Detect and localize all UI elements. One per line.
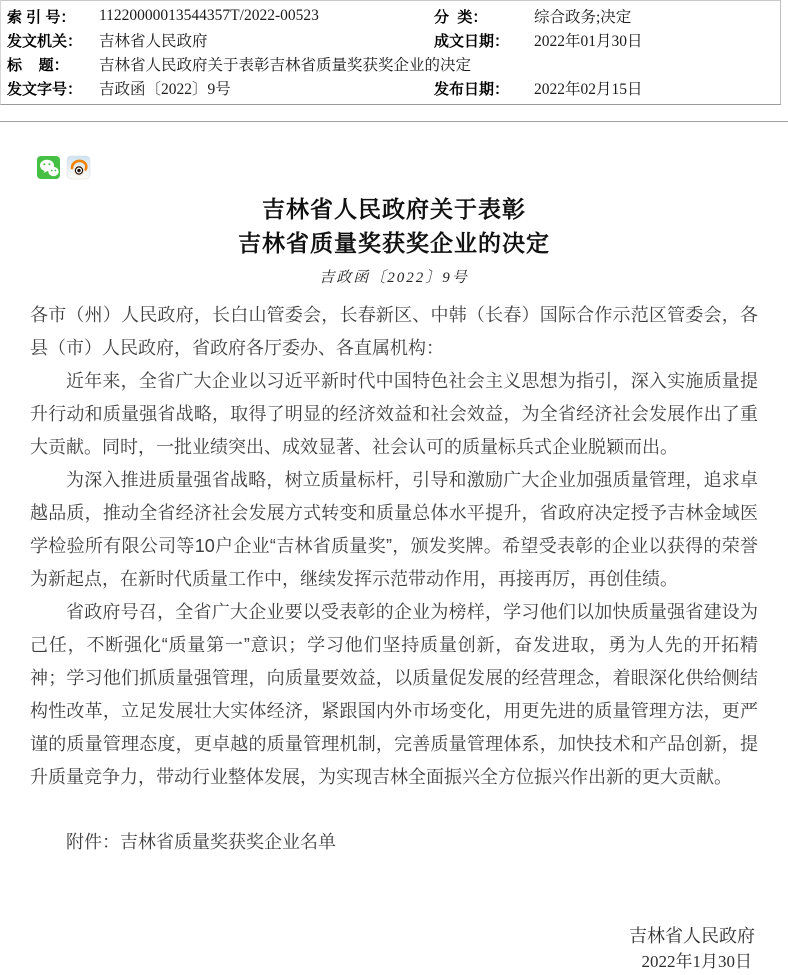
- weibo-share-icon[interactable]: [66, 154, 92, 181]
- meta-value-title: 吉林省人民政府关于表彰吉林省质量奖获奖企业的决定: [99, 57, 472, 74]
- header-divider: [0, 121, 788, 122]
- meta-label-written-date: 成文日期：: [434, 32, 510, 50]
- document-meta-table: [0, 0, 781, 105]
- signer-name: 吉林省人民政府: [629, 926, 755, 946]
- body-paragraph-1: 近年来，全省广大企业以习近平新时代中国特色社会主义思想为指引，深入实施质量提升行动和质量强省战略，取得了明显的经济效益和社会效益，为全省经济社会发展作出了重大贡献。同时，一批业绩突出、成效显著、社会认可的质量标兵式企业脱颖而出。: [30, 371, 758, 457]
- meta-label-index-number: 索 引 号：: [7, 8, 76, 26]
- meta-row: [1, 52, 780, 76]
- body-paragraph-3: 省政府号召，全省广大企业要以受表彰的企业为榜样，学习他们以加快质量强省建设为己任，不断强化“质量第一”意识；学习他们坚持质量创新，奋发进取，勇为人先的开拓精神；学习他们抓质量强管理，向质量要效益，以质量促发展的经营理念，着眼深化供给侧结构性改革，立足发展壮大实体经济，紧跟国内外市场变化，用更先进的质量管理方法，更严谨的质量管理态度，更卓越的质量管理机制，完善质量管理体系，加快技术和产品创新，提升质量竞争力，带动行业整体发展，为实现吉林全面振兴全方位振兴作出新的更大贡献。: [30, 602, 758, 787]
- body-paragraph-2: 为深入推进质量强省战略，树立质量标杆，引导和激励广大企业加强质量管理，追求卓越品质，推动全省经济社会发展方式转变和质量总体水平提升，省政府决定授予吉林金域医学检验所有限公司等10户企业“吉林省质量奖”，颁发奖牌。希望受表彰的企业以获得的荣誉为新起点，在新时代质量工作中，继续发挥示范带动作用，再接再厉，再创佳绩。: [30, 470, 758, 589]
- meta-row: [1, 4, 780, 28]
- document-title: [30, 193, 758, 261]
- document-title-line1: 吉林省人民政府关于表彰: [262, 197, 526, 222]
- meta-label-category: 分 类：: [434, 8, 488, 26]
- document-number: 吉政函〔2022〕9号: [319, 270, 469, 286]
- meta-label-issuing-agency: 发文机关：: [7, 32, 83, 50]
- meta-value-category: 综合政务;决定: [534, 9, 632, 26]
- signature-date: 2022年1月30日: [641, 952, 752, 971]
- meta-row: [1, 28, 780, 52]
- meta-label-document-number: 发文字号：: [7, 80, 83, 98]
- meta-row: [1, 76, 780, 100]
- share-bar: [36, 154, 758, 181]
- meta-label-publish-date: 发布日期：: [434, 80, 510, 98]
- salutation-paragraph: 各市（州）人民政府，长白山管委会，长春新区、中韩（长春）国际合作示范区管委会，各县（市）人民政府，省政府各厅委办、各直属机构：: [30, 305, 758, 358]
- meta-value-index-number: 11220000013544357T/2022-00523: [99, 7, 319, 24]
- meta-value-written-date: 2022年01月30日: [534, 33, 643, 50]
- meta-value-publish-date: 2022年02月15日: [534, 81, 643, 98]
- document-text: [30, 299, 758, 859]
- document-title-line2: 吉林省质量奖获奖企业的决定: [238, 231, 550, 256]
- meta-value-document-number: 吉政函〔2022〕9号: [99, 81, 231, 98]
- meta-label-title: 标 题：: [7, 56, 69, 74]
- signature-block: [30, 923, 758, 975]
- attachment-line: 附件：吉林省质量奖获奖企业名单: [66, 832, 336, 852]
- meta-value-issuing-agency: 吉林省人民政府: [99, 33, 208, 50]
- wechat-share-icon[interactable]: [36, 154, 62, 181]
- document-body: [0, 154, 788, 975]
